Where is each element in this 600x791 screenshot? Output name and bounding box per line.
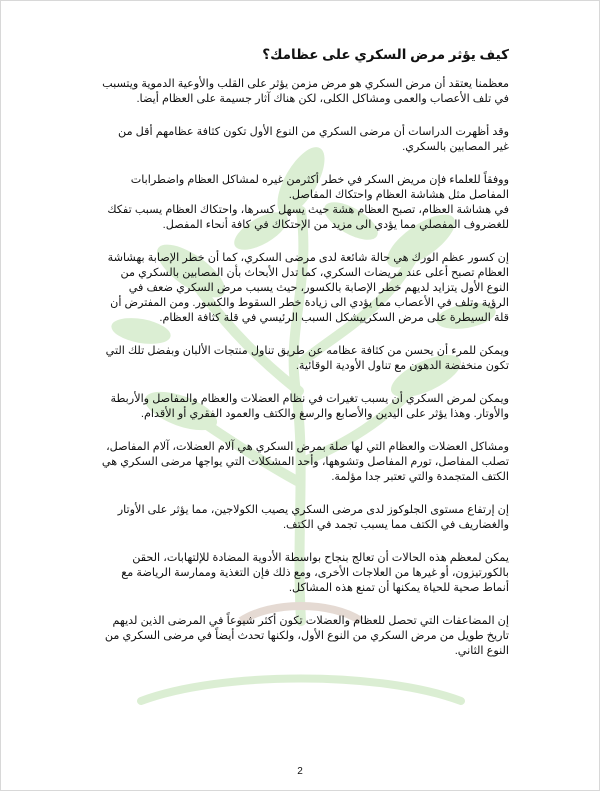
paragraph: ويمكن للمرء أن يحسن من كثافة عظامه عن طريق تناول منتجات الألبان وبفضل تلك التي تكون منخفضة الدهون مع تناول الأودية الوقائية. [105,345,509,372]
page-number: 2 [297,766,303,777]
paragraph: وقد أظهرت الدراسات أن مرضى السكري من النوع الأول تكون كثافة عظامهم أقل من غير المصابين بالسكري. [118,126,509,153]
paragraph: ويمكن لمرض السكري أن يسبب تغيرات في نظام العضلات والعظام والمفاصل والأربطة والأوتار. وهذا يؤثر على اليدين والأصابع والرسغ والكتف والعمود الفقري أو الأقدام. [110,393,509,420]
document-body [101,47,509,677]
paragraph: معظمنا يعتقد أن مرض السكري هو مرض مزمن يؤثر على القلب والأوعية الدموية ويتسبب في تلف الأعصاب والعمى ومشاكل الكلى، لكن هناك آثار جسيمة على العظام أيضا. [102,78,509,105]
paragraph: إن كسور عظم الورك هي حالة شائعة لدى مرضى السكري، كما أن خطر الإصابة بهشاشة العظام تصبح أعلى عند مريضات السكري، كما تدل الأبحاث بأن المصابين بالسكري من النوع الأول يتزايد لديهم خطر الإصابة بالكسور، حيث يسبب مرض السكري ضعف في الرؤية وتلف في الأعصاب مما يؤدي الى زيادة خطر السقوط والكسور. ومن المفترض أن قلة السيطرة على مرض السكرييشكل السبب الرئيسي في قلة كثافة العظام. [107,252,509,324]
paragraph: ووفقاً للعلماء فإن مريض السكر في خطر أكثرمن غيره لمشاكل العظام واضطرابات المفاصل مثل هشاشة العظام واحتكاك المفاصل. في هشاشة العظام، تصبح العظام هشة حيث يسهل كسرها، واحتكاك العظام يسبب تفكك للغضروف المفصلي مما يؤدي الى مزيد من الإحتكاك في كافة أنحاء المفصل. [107,174,509,231]
paragraph: ومشاكل العضلات والعظام التي لها صلة بمرض السكري هي آلام العضلات، آلام المفاصل، تصلب المفاصل، تورم المفاصل وتشوهها، وأحد المشكلات التي يواجها مرضى السكري هي الكتف المتجمدة والتي تعتبر جدا مؤلمة. [101,441,509,483]
paragraph: يمكن لمعظم هذه الحالات أن تعالج بنجاح بواسطة الأدوية المضادة للإلتهابات، الحقن بالكورتيزون، أو غيرها من العلاجات الأخرى، ومع ذلك فإن التغذية وممارسة الرياضة مع أنماط صحية للحياة يمكنها أن تمنع هذه المشاكل. [121,552,509,594]
document-title: كيف يؤثر مرض السكري على عظامك؟ [262,47,509,62]
paragraph: إن المضاعفات التي تحصل للعظام والعضلات تكون أكثر شيوعاً في المرضى الذين لديهم تاريخ طويل من مرض السكري من النوع الأول، ولكنها تحدث أيضاً في مرضى السكري من النوع الثاني. [104,615,509,657]
paragraph: إن إرتفاع مستوى الجلوكوز لدى مرضى السكري يصيب الكولاجين، مما يؤثر على الأوتار والغضاريف في الكتف مما يسبب تجمد في الكتف. [117,504,509,531]
